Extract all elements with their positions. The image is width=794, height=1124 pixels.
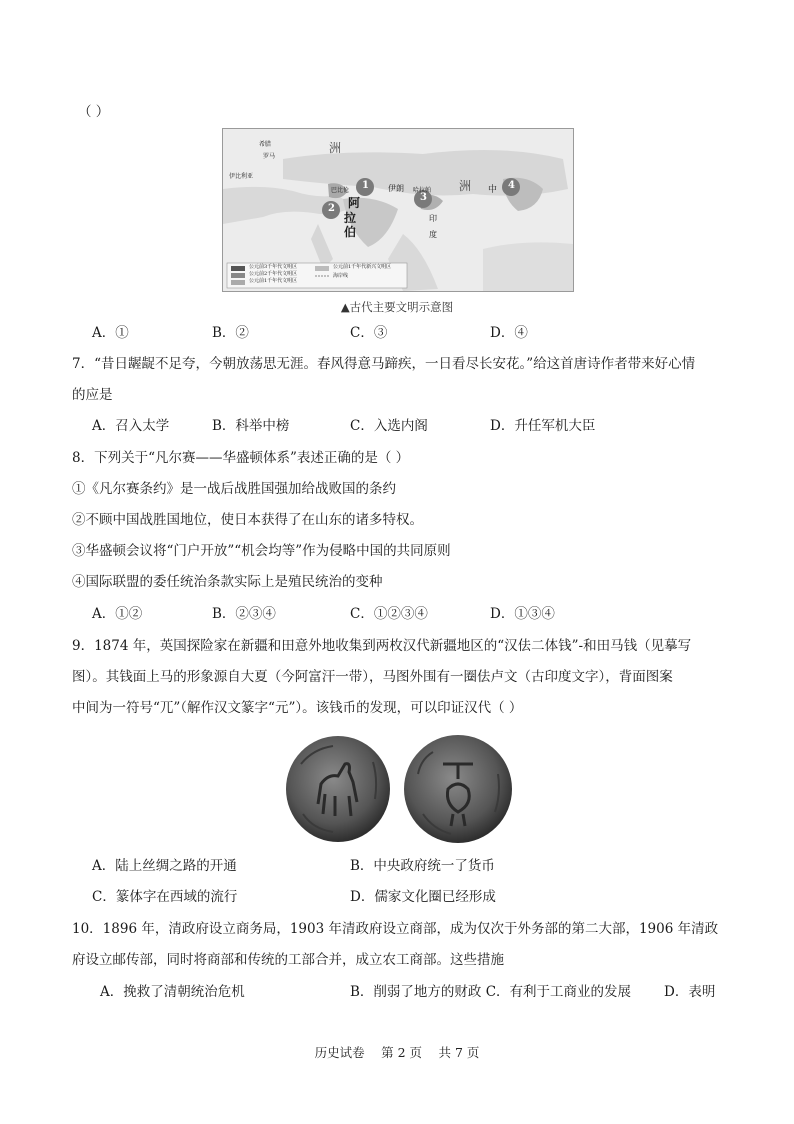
- q6-option-d[interactable]: D．④: [490, 325, 528, 341]
- q9-option-b[interactable]: B．中央政府统一了货币: [350, 858, 495, 874]
- map-legend-1: 公元前3千年代文明区: [249, 264, 298, 270]
- q9-stem-line3: 中间为一符号“兀”（解作汉文篆字“元”）。该钱币的发现，可以印证汉代（ ）: [72, 700, 523, 716]
- q8-stem: 8．下列关于“凡尔赛——华盛顿体系”表述正确的是（ ）: [72, 450, 410, 466]
- q9-stem-line1: 9．1874 年，英国探险家在新疆和田意外地收集到两枚汉代新疆地区的“汉佉二体钱”-和田马钱（见摹写: [72, 638, 692, 654]
- map-legend-2: 公元前2千年代文明区: [249, 271, 298, 277]
- q7-option-b[interactable]: B．科举中榜: [212, 418, 290, 434]
- q7-option-c[interactable]: C．入选内阁: [350, 418, 428, 434]
- q6-paren: （ ）: [78, 104, 110, 120]
- q9-option-c[interactable]: C．篆体字在西域的流行: [92, 889, 238, 905]
- q8-item-3: ③华盛顿会议将“门户开放”“机会均等”作为侵略中国的共同原则: [72, 543, 451, 559]
- map-legend-3: 公元前1千年代文明区: [249, 278, 298, 284]
- q8-option-b[interactable]: B．②③④: [212, 606, 276, 622]
- q8-option-d[interactable]: D．①③④: [490, 606, 555, 622]
- q8-item-1: ①《凡尔赛条约》是一战后战胜国强加给战败国的条约: [72, 481, 396, 497]
- map-num-2: 2: [328, 203, 335, 214]
- map-label-bo: 伯: [344, 225, 357, 239]
- map-label-zhou-top: 洲: [329, 141, 342, 155]
- q7-stem-line2: 的应是: [72, 387, 113, 403]
- map-label-zhong: 中: [488, 185, 498, 195]
- map-label-yibiliya: 伊比利亚: [229, 173, 254, 180]
- map-label-xila: 希腊: [259, 141, 272, 148]
- q9-option-d[interactable]: D．儒家文化圈已经形成: [350, 889, 496, 905]
- map-num-4: 4: [508, 180, 515, 191]
- q7-option-a[interactable]: A．召入太学: [92, 418, 170, 434]
- q9-option-a[interactable]: A．陆上丝绸之路的开通: [92, 858, 237, 874]
- q10-option-a[interactable]: A．挽救了清朝统治危机: [100, 984, 245, 1000]
- map-label-la: 拉: [344, 211, 357, 225]
- map-caption: ▲古代主要文明示意图: [340, 300, 454, 314]
- map-label-yin: 印: [429, 214, 437, 223]
- q10-stem-line1: 10．1896 年，清政府设立商务局，1903 年清政府设立商部，成为仅次于外务部的第二大部，1906 年清政: [72, 921, 719, 937]
- q8-item-4: ④国际联盟的委任统治条款实际上是殖民统治的变种: [72, 574, 383, 590]
- q10-stem-line2: 府设立邮传部，同时将商部和传统的工部合并，成立农工商部。这些措施: [72, 952, 504, 968]
- coins-graphic: [283, 734, 515, 844]
- q10-option-bc[interactable]: B．削弱了地方的财政 C．有利于工商业的发展: [350, 984, 632, 1000]
- map-label-du: 度: [429, 230, 437, 239]
- hetian-horse-coins-image: [283, 734, 515, 844]
- map-label-hala: 哈拉帕: [413, 187, 432, 194]
- map-label-babilun: 巴比伦: [331, 187, 350, 194]
- q7-option-d[interactable]: D．升任军机大臣: [490, 418, 596, 434]
- q8-option-c[interactable]: C．①②③④: [350, 606, 428, 622]
- q7-stem-line1: 7．“昔日龌龊不足夸，今朝放荡思无涯。春风得意马蹄疾，一日看尽长安花。”给这首唐诗作者带来好心情: [72, 356, 696, 372]
- map-legend-4: 公元前1千年代新兴文明区: [333, 264, 392, 270]
- q9-stem-line2: 图）。其钱面上马的形象源自大夏（今阿富汗一带），马图外围有一圈佉卢文（古印度文字），背面图案: [72, 669, 673, 685]
- q6-option-c[interactable]: C．③: [350, 325, 388, 341]
- q8-item-2: ②不顾中国战胜国地位，使日本获得了在山东的诸多特权。: [72, 512, 423, 528]
- q8-option-a[interactable]: A．①②: [92, 606, 143, 622]
- q6-option-b[interactable]: B．②: [212, 325, 249, 341]
- map-label-ala: 阿: [348, 196, 361, 210]
- map-label-yilang: 伊朗: [388, 184, 404, 193]
- q10-option-d[interactable]: D．表明: [664, 984, 716, 1000]
- map-label-zhou-east: 洲: [459, 179, 472, 193]
- ancient-civilization-map: [222, 128, 574, 292]
- map-legend-5: 海岸线: [333, 273, 349, 279]
- map-num-3: 3: [420, 192, 427, 203]
- q6-option-a[interactable]: A．①: [92, 325, 129, 341]
- page-footer: 历史试卷 第 2 页 共 7 页: [314, 1045, 480, 1060]
- map-label-luoma: 罗马: [263, 153, 276, 160]
- map-num-1: 1: [362, 180, 369, 191]
